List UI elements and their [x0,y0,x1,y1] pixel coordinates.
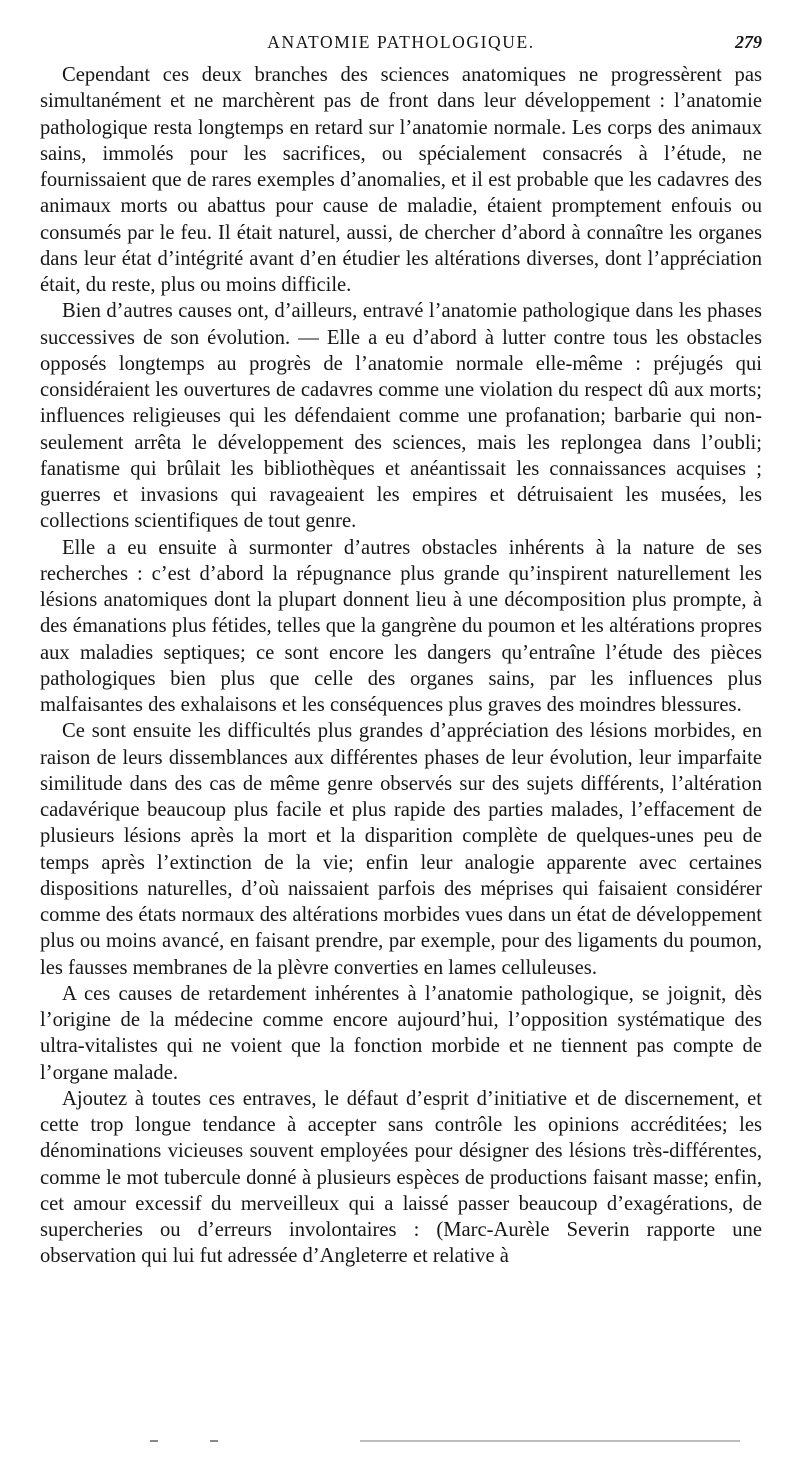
scan-mark [360,1440,740,1442]
scan-mark [150,1440,158,1442]
paragraph-4: Ce sont ensuite les difficultés plus grandes d’appréciation des lésions morbides, en raison de leurs dissemblances aux différentes phases de leur évolution, leur imparfaite similitude dans des cas de même genre observés sur des sujets différents, l’altération cadavérique beaucoup plus facile et plus rapide des parties malades, l’effacement de plusieurs lésions après la mort et la disparition complète de quelques-unes peu de temps après l’extinction de la vie; enfin leur analogie apparente avec certaines dispositions naturelles, d’où naissaient parfois des méprises qui faisaient considérer comme des états normaux des altérations morbides vues dans un état de développement plus ou moins avancé, en faisant prendre, par exemple, pour des ligaments du poumon, les fausses membranes de la plèvre converties en lames celluleuses. [40,720,762,979]
paragraph-6: Ajoutez à toutes ces entraves, le défaut d’esprit d’initiative et de discernement, et cette trop longue tendance à accepter sans contrôle les opinions accréditées; les dénominations vicieuses souvent employées pour désigner des lésions très-différentes, comme le mot tubercule donné à plusieurs espèces de productions faisant masse; enfin, cet amour excessif du merveilleux qui a laissé passer beaucoup d’exagérations, de supercheries ou d’erreurs involontaires : (Marc-Aurèle Severin rapporte une observation qui lui fut adressée d’Angleterre et relative à [40,1087,762,1268]
paragraph-1: Cependant ces deux branches des sciences anatomiques ne progressèrent pas simultanément et ne marchèrent pas de front dans leur développement : l’anatomie pathologique resta longtemps en retard sur l’anatomie normale. Les corps des animaux sains, immolés pour les sacrifices, ou spécialement consacrés à l’étude, ne fournissaient que de rares exemples d’anomalies, et il est probable que les cadavres des animaux morts ou abattus pour cause de maladie, étaient promptement enfouis ou consumés par le feu. Il était naturel, aussi, de chercher d’abord à connaître les organes dans leur état d’intégrité avant d’en étudier les altérations diverses, dont l’appréciation était, du reste, plus ou moins difficile. [40,64,762,296]
page-number: 279 [735,32,762,52]
page-header [40,26,762,54]
paragraph-3: Elle a eu ensuite à surmonter d’autres obstacles inhérents à la nature de ses recherches : c’est d’abord la répugnance plus grande qu’inspirent naturellement les lésions anatomiques dont la plupart donnent lieu à une décomposition plus prompte, à des émanations plus fétides, telles que la gangrène du poumon et les altérations propres aux maladies septiques; ce sont encore les dangers qu’entraîne l’étude des pièces pathologiques bien plus que celle des organes sains, par les influences plus malfaisantes des exhalaisons et les conséquences plus graves des moindres blessures. [40,536,762,716]
running-title: ANATOMIE PATHOLOGIQUE. [267,32,535,52]
paragraph-5: A ces causes de retardement inhérentes à l’anatomie pathologique, se joignit, dès l’origine de la médecine comme encore aujourd’hui, l’opposition systématique des ultra-vitalistes qui ne voient que la fonction morbide et ne tiennent pas compte de l’organe malade. [40,982,762,1084]
scan-mark [210,1440,218,1442]
body-text [40,62,762,1270]
paragraph-2: Bien d’autres causes ont, d’ailleurs, entravé l’anatomie pathologique dans les phases successives de son évolution. — Elle a eu d’abord à lutter contre tous les obstacles opposés longtemps au progrès de l’anatomie normale elle-même : préjugés qui considéraient les ouvertures de cadavres comme une violation du respect dû aux morts; influences religieuses qui les défendaient comme une profanation; barbarie qui non-seulement arrêta le développement des sciences, mais les replongea dans l’oubli; fanatisme qui brûlait les bibliothèques et anéantissait les connaissances acquises ; guerres et invasions qui ravageaient les empires et détruisaient les musées, les collections scientifiques de tout genre. [40,300,762,533]
bleed-through-marks [150,1440,750,1444]
